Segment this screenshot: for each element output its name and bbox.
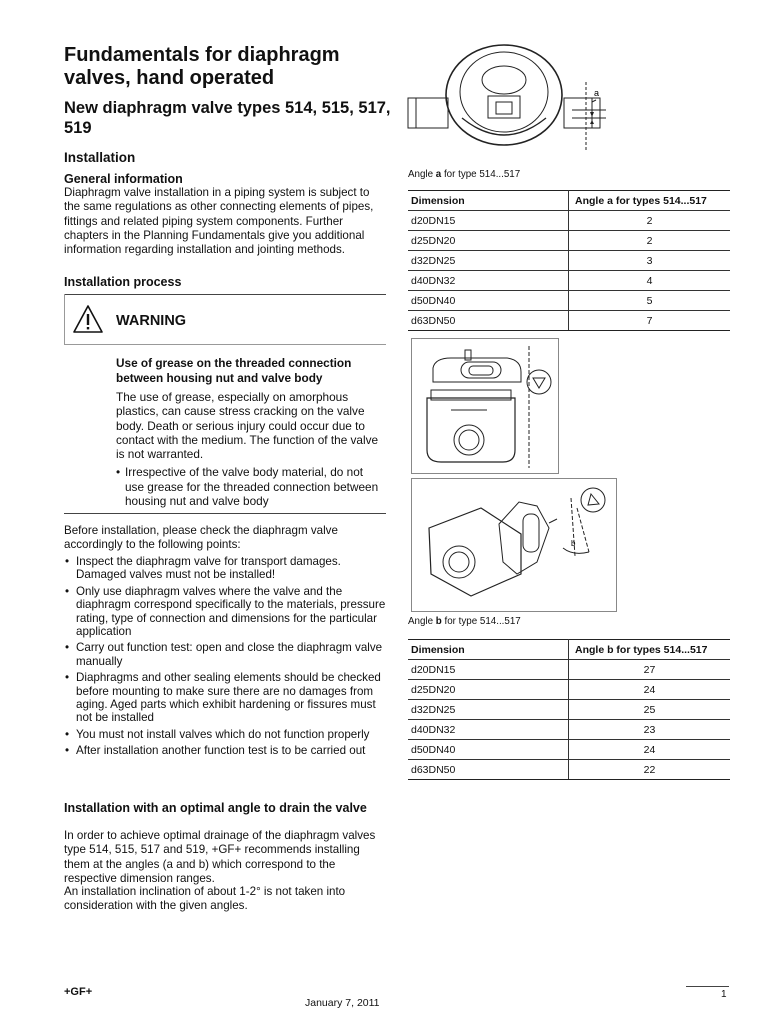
angle-b-table bbox=[408, 639, 730, 780]
warning-content bbox=[116, 356, 382, 508]
table-row bbox=[408, 680, 730, 700]
dimension-cell: d25DN20 bbox=[408, 680, 569, 700]
warning-box bbox=[64, 294, 386, 514]
table-row bbox=[408, 251, 730, 271]
angle-a-table bbox=[408, 190, 730, 331]
column-header-dimension: Dimension bbox=[408, 640, 569, 660]
angle-cell: 3 bbox=[569, 251, 731, 271]
angle-a-caption: Angle a for type 514...517 bbox=[408, 169, 521, 180]
footer-divider bbox=[686, 986, 729, 987]
warning-bullet: • Irrespective of the valve body material, do not use grease for the threaded connection between housing nut and valve body bbox=[116, 465, 382, 508]
table-row bbox=[408, 311, 730, 331]
dimension-cell: d63DN50 bbox=[408, 760, 569, 780]
angle-cell: 24 bbox=[569, 680, 731, 700]
general-information-heading: General information bbox=[64, 172, 183, 186]
dimension-cell: d20DN15 bbox=[408, 660, 569, 680]
dimension-cell: d50DN40 bbox=[408, 291, 569, 311]
drain-heading: Installation with an optimal angle to drain the valve bbox=[64, 801, 367, 815]
dimension-cell: d63DN50 bbox=[408, 311, 569, 331]
warning-list bbox=[116, 465, 382, 508]
before-installation-text: Before installation, please check the diaphragm valve accordingly to the following points: bbox=[64, 524, 338, 552]
angle-b-label: b bbox=[571, 539, 576, 548]
angle-cell: 24 bbox=[569, 740, 731, 760]
gf-logo: +GF+ bbox=[64, 986, 93, 998]
valve-angle-a-figure bbox=[404, 40, 614, 160]
table-row bbox=[408, 291, 730, 311]
table-row bbox=[408, 231, 730, 251]
checklist-item: • Diaphragms and other sealing elements should be checked before mounting to make sure there are no damages from aging. Aged parts which exhibit hardening or fissures must not be installed bbox=[64, 671, 386, 725]
dimension-cell: d40DN32 bbox=[408, 271, 569, 291]
checklist-item: • Inspect the diaphragm valve for transport damages. Damaged valves must not be installed! bbox=[64, 555, 386, 582]
dimension-cell: d32DN25 bbox=[408, 251, 569, 271]
general-information-text: Diaphragm valve installation in a piping system is subject to the same regulations as other connecting elements of pipes, fittings and related piping system components. Further chapters in the Planning Fundamentals give you additional information regarding installation and jointing methods. bbox=[64, 186, 374, 257]
angle-cell: 5 bbox=[569, 291, 731, 311]
table-row bbox=[408, 740, 730, 760]
angle-cell: 4 bbox=[569, 271, 731, 291]
angle-a-label: a bbox=[594, 88, 600, 98]
angle-cell: 23 bbox=[569, 720, 731, 740]
valve-angle-b-figure bbox=[411, 478, 617, 612]
page-subtitle: New diaphragm valve types 514, 515, 517, 519 bbox=[64, 99, 391, 137]
table-row bbox=[408, 271, 730, 291]
table-header-row bbox=[408, 191, 730, 211]
column-header-dimension: Dimension bbox=[408, 191, 569, 211]
dimension-cell: d32DN25 bbox=[408, 700, 569, 720]
table-row bbox=[408, 720, 730, 740]
footer-date: January 7, 2011 bbox=[305, 997, 380, 1009]
angle-cell: 27 bbox=[569, 660, 731, 680]
checklist-item: • Carry out function test: open and close the diaphragm valve manually bbox=[64, 641, 386, 668]
dimension-cell: d50DN40 bbox=[408, 740, 569, 760]
warning-heading: Use of grease on the threaded connection between housing nut and valve body bbox=[116, 356, 352, 385]
warning-text: The use of grease, especially on amorphous plastics, can cause stress cracking on the valve body. Death or serious injury could occur due to contact with the medium. The function of the valve is not warranted. bbox=[116, 390, 379, 462]
installation-process-heading: Installation process bbox=[64, 275, 182, 289]
page-title: Fundamentals for diaphragm valves, hand operated bbox=[64, 44, 340, 89]
dimension-cell: d40DN32 bbox=[408, 720, 569, 740]
checklist-item: • You must not install valves which do not function properly bbox=[64, 728, 386, 741]
warning-triangle-icon bbox=[72, 304, 104, 334]
valve-side-view-figure bbox=[411, 338, 559, 474]
dimension-cell: d20DN15 bbox=[408, 211, 569, 231]
page-number: 1 bbox=[721, 989, 727, 1000]
warning-label: WARNING bbox=[116, 313, 187, 329]
angle-cell: 2 bbox=[569, 211, 731, 231]
angle-cell: 2 bbox=[569, 231, 731, 251]
angle-cell: 22 bbox=[569, 760, 731, 780]
table-row bbox=[408, 700, 730, 720]
table-row bbox=[408, 211, 730, 231]
dimension-cell: d25DN20 bbox=[408, 231, 569, 251]
table-header-row bbox=[408, 640, 730, 660]
angle-cell: 7 bbox=[569, 311, 731, 331]
checklist-item: • Only use diaphragm valves where the valve and the diaphragm correspond specifically to the materials, pressure rating, type of connection and dimensions for the particular application bbox=[64, 585, 386, 639]
angle-cell: 25 bbox=[569, 700, 731, 720]
section-heading-installation: Installation bbox=[64, 150, 136, 165]
table-row bbox=[408, 760, 730, 780]
drain-inclination-text: An installation inclination of about 1-2° is not taken into consideration with the given angles. bbox=[64, 885, 346, 913]
table-row bbox=[408, 660, 730, 680]
column-header-angle-b: Angle b for types 514...517 bbox=[569, 640, 731, 660]
column-header-angle-a: Angle a for types 514...517 bbox=[569, 191, 731, 211]
checklist bbox=[64, 555, 386, 761]
drain-text: In order to achieve optimal drainage of the diaphragm valves type 514, 515, 517 and 519, +GF+ recommends installing them at the angles (a and b) which correspond to the respective dimension ranges. bbox=[64, 829, 376, 885]
checklist-item: • After installation another function test is to be carried out bbox=[64, 744, 386, 757]
angle-b-caption: Angle b for type 514...517 bbox=[408, 616, 521, 627]
